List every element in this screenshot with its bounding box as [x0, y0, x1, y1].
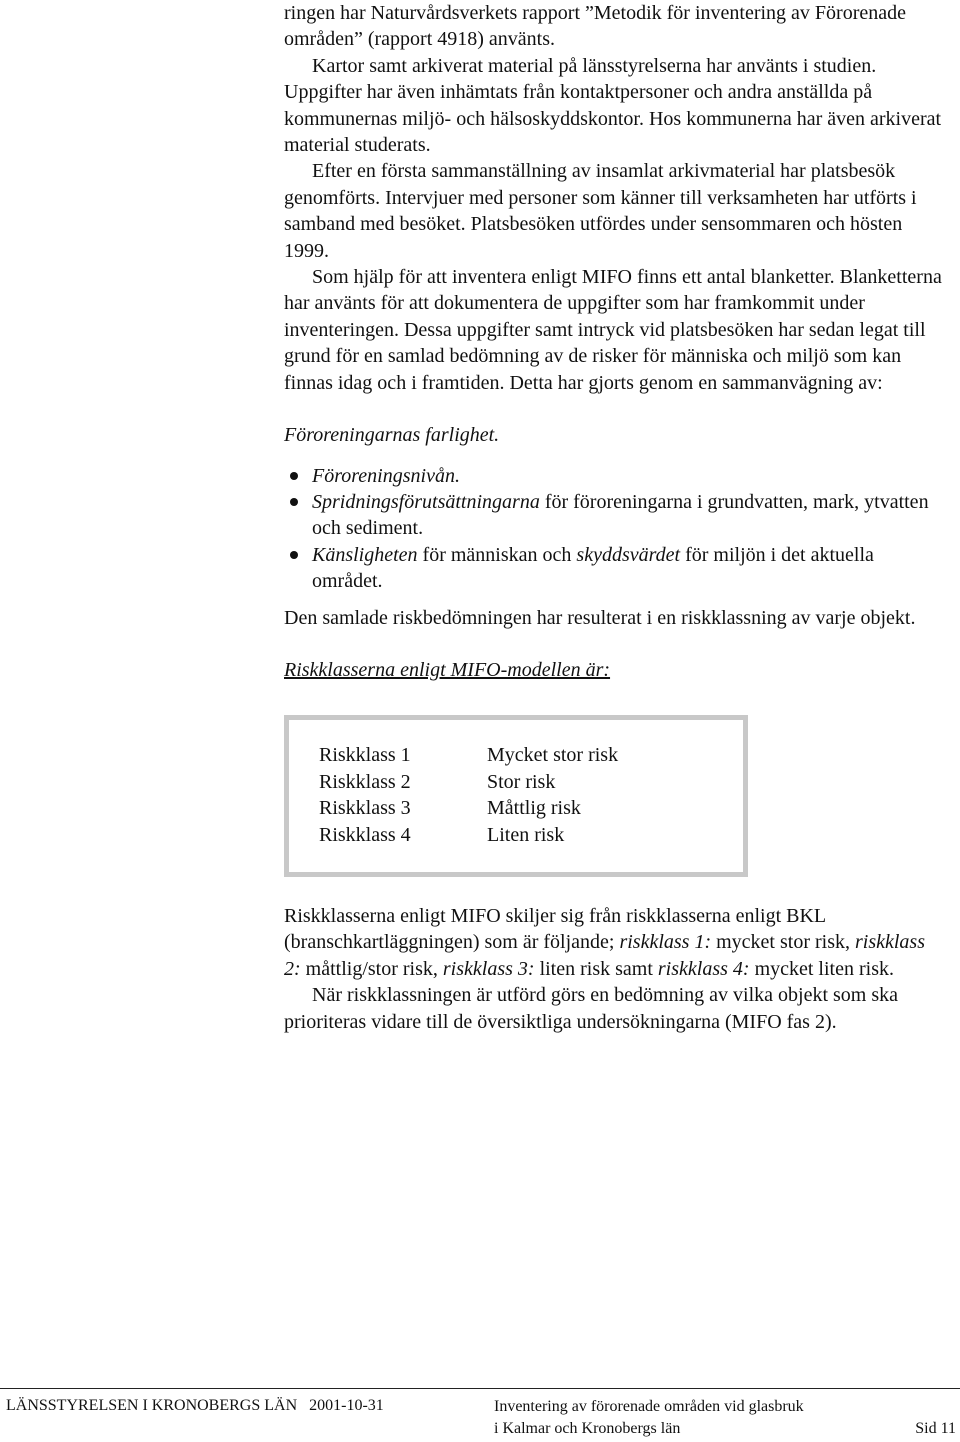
paragraph-site-visits: Efter en första sammanställning av insamlat arkivmaterial har platsbesök genomförts. Intervjuer med personer som känner till verksamheten har utförts i samband med besöket. Platsbesöken utfördes under sensommaren och hösten 1999. [284, 160, 917, 262]
footer-divider [0, 1388, 960, 1389]
risk-class-description: Måttlig risk [487, 797, 581, 820]
risk-class-description: Mycket stor risk [487, 744, 619, 767]
risk-class-table [284, 715, 748, 877]
list-item [284, 542, 944, 595]
paragraph-mifo-forms: Som hjälp för att inventera enligt MIFO finns ett antal blanketter. Blanketterna har använts för att dokumentera de uppgifter som har framkommit under inventeringen. Dessa uppgifter samt intryck vid platsbesöken har sedan legat till grund för en samlad bedömning av de risker för människa och miljö som kan finnas idag och i framtiden. Detta har gjorts genom en sammanvägning av: [284, 266, 942, 394]
paragraph-sources: Kartor samt arkiverat material på länsstyrelserna har använts i studien. Uppgifter har även inhämtats från kontaktpersoner och andra anställda på kommunernas miljö- och hälsoskyddskontor. Hos kommunerna har även arkiverat material studerats. [284, 54, 942, 157]
risk-class-label: Riskklass 1 [319, 744, 411, 767]
bkl-text: mycket liten risk. [749, 957, 894, 980]
sensitivity-term: Känsligheten [312, 543, 418, 566]
page-number: Sid 11 [915, 1420, 956, 1437]
summary-paragraph: Den samlade riskbedömningen har resulterat i en riskklassning av varje objekt. [284, 606, 916, 629]
bkl-class-1: riskklass 1: [619, 931, 712, 954]
bkl-text: liten risk samt [534, 957, 658, 980]
risk-classes-heading: Riskklasserna enligt MIFO-modellen är: [284, 658, 611, 681]
list-item [284, 489, 944, 542]
risk-class-description: Stor risk [487, 770, 556, 793]
spread-conditions-term: Spridningsförutsättningarna [312, 490, 540, 513]
risk-class-label: Riskklass 3 [319, 797, 411, 820]
risk-class-label: Riskklass 2 [319, 770, 411, 793]
bkl-class-2: riskklass 2: [284, 931, 925, 980]
report-title-line-2: i Kalmar och Kronobergs län [494, 1420, 681, 1437]
bkl-class-3: riskklass 3: [442, 957, 535, 980]
criteria-heading: Föroreningarnas farlighet. [284, 424, 500, 447]
bkl-text: mycket stor risk, [711, 931, 855, 954]
document-body [284, 0, 944, 1035]
table-row [319, 822, 719, 848]
bkl-paragraph [284, 903, 944, 982]
bkl-text: Riskklasserna enligt MIFO skiljer sig från riskklasserna enligt BKL (branschkartläggningen) som är följande; [284, 904, 826, 954]
paragraph-intro: ringen har Naturvårdsverkets rapport ”Metodik för inventering av Förorenade områden” (rapport 4918) använts. [284, 2, 907, 51]
footer-organization-date: LÄNSSTYRELSEN I KRONOBERGS LÄN 2001-10-31 [6, 1397, 384, 1414]
protection-value-term: skyddsvärdet [576, 543, 681, 566]
final-paragraph: När riskklassningen är utförd görs en bedömning av vilka objekt som ska prioriteras vidare till de översiktliga undersökningarna (MIFO fas 2). [284, 984, 898, 1033]
table-row [319, 769, 719, 795]
bkl-class-4: riskklass 4: [657, 957, 750, 980]
bkl-text: måttlig/stor risk, [300, 957, 443, 980]
risk-class-description: Liten risk [487, 823, 565, 846]
criteria-list [284, 463, 944, 595]
pollution-level-term: Föroreningsnivån. [312, 464, 460, 487]
table-row [319, 795, 719, 821]
report-title-line-1: Inventering av förorenade områden vid glasbruk [494, 1398, 804, 1415]
risk-class-label: Riskklass 4 [319, 823, 411, 846]
footer-report-title [494, 1396, 956, 1440]
spread-conditions-text: för föroreningarna i grundvatten, mark, ytvatten och sediment. [312, 490, 929, 540]
table-row [319, 742, 719, 768]
sensitivity-text: för människan och [417, 543, 577, 566]
protection-value-text: för miljön i det aktuella området. [312, 543, 874, 593]
list-item [284, 463, 944, 489]
